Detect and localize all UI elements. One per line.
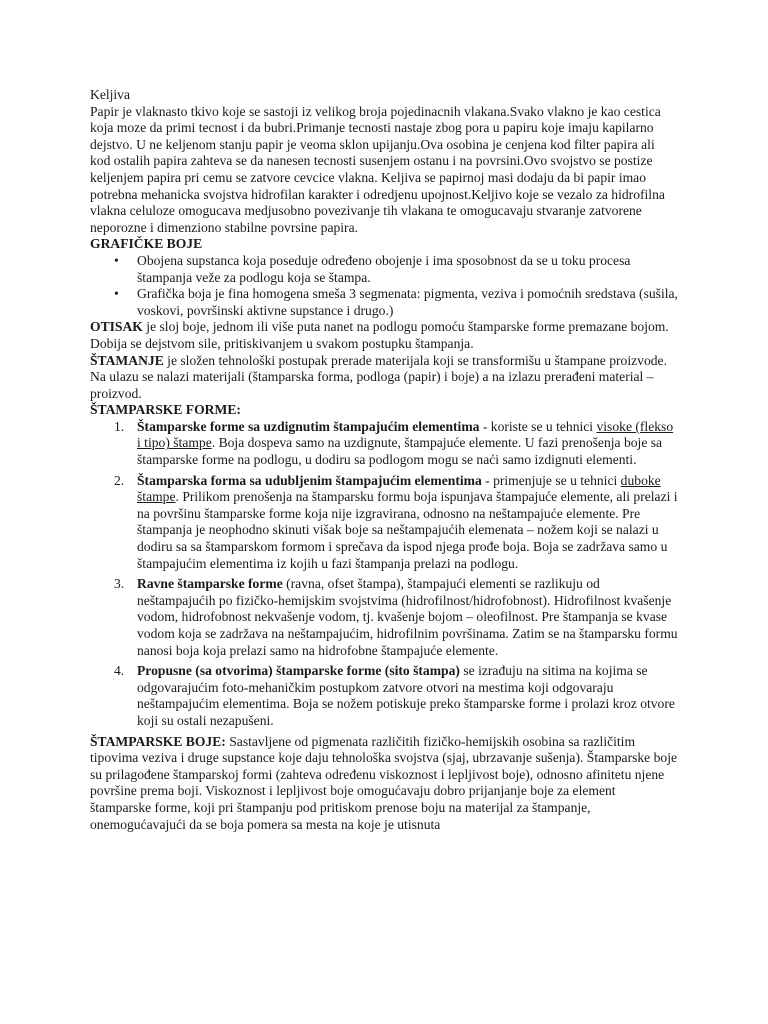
bullet-icon: • bbox=[114, 286, 119, 302]
stamparske-forme-list bbox=[90, 419, 678, 730]
stamparske-boje-paragraph: ŠTAMPARSKE BOJE: Sastavljene od pigmenata različitih fizičko-hemijskih osobina sa različitim tipovima veziva i druge supstance koje daju tehnološka svojstva (sjaj, ubrzavanje sušenja). Štamparske boje su prilagođene štamparskoj formi (zahteva određenu viskoznost i lepljivost boje), odnosno afinitetu njene površine prema boji. Viskoznost i lepljivost boje omogućavaju dobro prijanjanje boje za element štamparske forme, koji pri štampanju pod pritiskom prenose boju na materijal za štampanje, onemogućavajući da se boja pomera sa mesta na koje je utisnuta bbox=[90, 733, 678, 832]
graficke-boje-list bbox=[90, 253, 678, 319]
list-number: 2. bbox=[114, 472, 125, 488]
list-item: 2. Štamparska forma sa udubljenim štampajućim elementima - primenjuje se u tehnici duboke štampe. Prilikom prenošenja na štamparsku formu boja ispunjava štampajuće elemente, ali prelazi i na površinu štamparske forme koja nije izgravirana, odnosno na neštampajuće elemente. Pre štampanja je neophodno skinuti višak boje sa neštampajućih elemenata – nožem koji se nalazi u dodiru sa sa štamparskom formom i sprečava da ispod njega prođe boja. Boja se zadržava samo u štampajućim elementima iz kojih u fazi štampanja prelazi na podlogu. bbox=[114, 472, 678, 571]
bullet-icon: • bbox=[114, 252, 119, 268]
document-title: Keljiva bbox=[90, 87, 131, 102]
stamparske-forme-heading: ŠTAMPARSKE FORME: bbox=[90, 402, 241, 418]
otisak-paragraph: OTISAK je sloj boje, jednom ili više puta nanet na podlogu pomoću štamparske forme premazane bojom. Dobija se dejstvom sile, pritiskivanjem u svakom postupku štampanja. bbox=[90, 319, 669, 351]
list-item: 1. Štamparske forme sa uzdignutim štampajućim elementima - koriste se u tehnici visoke (flekso i tipo) štampe. Boja dospeva samo na uzdignute, štampajuće elemente. U fazi prenošenja boje sa štamparske forme na podlogu, u dodiru sa podlogom mogu se naći samo izdignuti elementi. bbox=[114, 418, 674, 468]
visoke-stampe-link[interactable]: visoke (flekso i tipo) štampe bbox=[137, 418, 674, 451]
list-number: 1. bbox=[114, 418, 125, 434]
stamparske-boje-term: ŠTAMPARSKE BOJE: bbox=[90, 733, 226, 749]
otisak-term: OTISAK bbox=[90, 319, 143, 335]
intro-paragraph: Papir je vlaknasto tkivo koje se sastoji iz velikog broja pojedinacnih vlakana.Svako vlakno je kao cestica koja moze da primi tecnost i da bubri.Primanje tecnosti nastaje zbog pora u papiru koje imaju kapilarno dejstvo. U ne keljenom stanju papir je veoma sklon upijanju.Ova osobina je cenjena kod filter papira ali kod ostalih papira zahteva se da nanesen tecnosti susenjem ostanu i na povrsini.Ovo svojstvo se postize keljenjem papira pri cemu se zatvore cevcice vlakna. Keljiva se papirnoj masi dodaju da bi papir imao potrebna mehanicka svojstva hidrofilan karakter i odredjenu upojnost.Keljivo koje se vezalo za hidrofilna vlakna celuloze omogucava medjusobno povezivanje tih vlakana te omogucavaju stvaranje zatvorene neporozne i dimenziono stabilne povrsine papira. bbox=[90, 103, 665, 235]
document-page bbox=[90, 87, 678, 833]
duboke-stampe-link[interactable]: duboke štampe bbox=[137, 472, 661, 505]
graficke-boje-heading: GRAFIČKE BOJE bbox=[90, 236, 203, 252]
stamanje-term: ŠTAMANJE bbox=[90, 352, 164, 368]
list-number: 4. bbox=[114, 663, 125, 679]
list-item: • Obojena supstanca koja poseduje određeno obojenje i ima sposobnost da se u toku procesa štampanja veže za podlogu koja se štampa. bbox=[114, 252, 631, 285]
list-item: 4. Propusne (sa otvorima) štamparske forme (sito štampa) se izrađuju na sitima na kojima se odgovarajućim foto-mehaničkim postupkom zatvore otvori na mestima koji odgovaraju neštampajućim elementima. Boja se nožem potiskuje preko štamparske forme i prolazi kroz otvore koji su ostali nezapušeni. bbox=[114, 663, 675, 728]
list-item: • Grafička boja je fina homogena smeša 3 segmenata: pigmenta, veziva i pomoćnih sredstava (sušila, voskovi, površinski aktivne supstance i drugo.) bbox=[114, 286, 678, 318]
list-item: 3. Ravne štamparske forme (ravna, ofset štampa), štampajući elementi se razlikuju od neštampajućih po fizičko-hemijskim svojstvima (hidrofilnost/hidrofobnost). Hidrofilnost kvašenje vodom, hidrofobnost nekvašenje vodom, tj. kvašenje bojom – oleofilnost. Pre štampanja se kvase vodom koja se zadržava na neštampajućim, hidrofilnim površinama. Zatim se na štamparsku formu nanosi boja koja prelazi samo na hidrofobne štampajuće elemente. bbox=[114, 576, 678, 658]
stamanje-paragraph: ŠTAMANJE je složen tehnološki postupak prerade materijala koji se transformišu u štampane proizvode. Na ulazu se nalazi materijali (štamparska forma, podloga (papir) i boje) a na izlazu prerađeni material – proizvod. bbox=[90, 352, 667, 401]
list-number: 3. bbox=[114, 576, 125, 592]
